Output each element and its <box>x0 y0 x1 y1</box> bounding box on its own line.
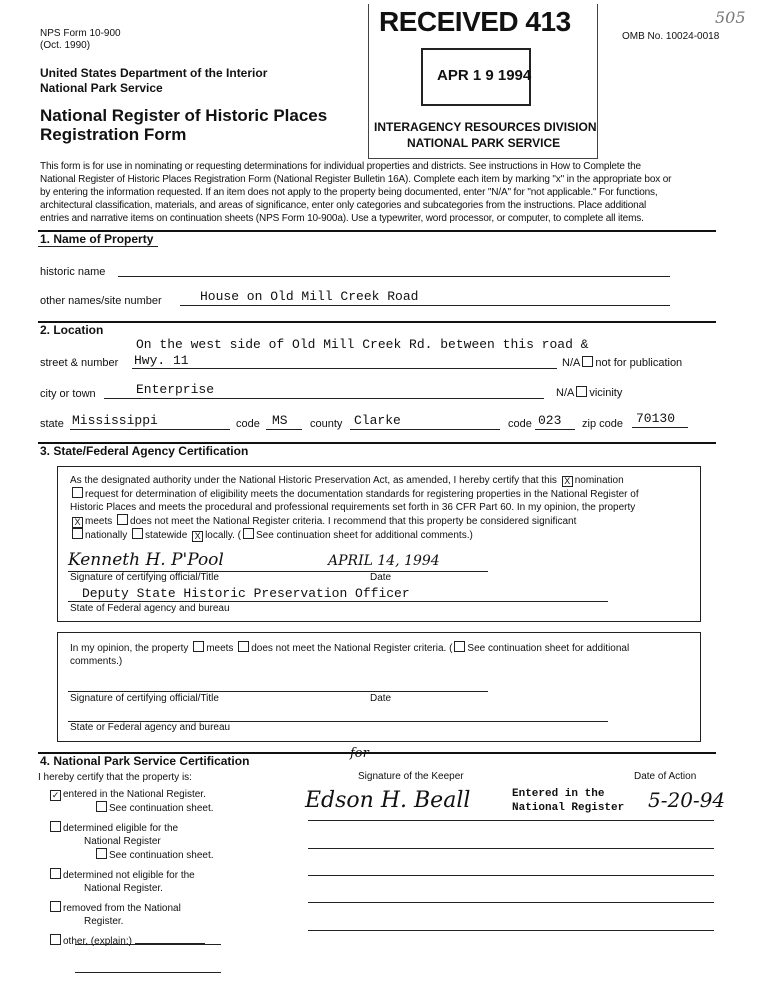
opinion-continuation-checkbox[interactable] <box>454 641 465 652</box>
does-not-meet-checkbox[interactable] <box>117 514 128 525</box>
state-label: state <box>40 418 64 430</box>
historic-name-label: historic name <box>40 266 106 278</box>
corner-mark: 505 <box>715 8 746 27</box>
county-code-value[interactable]: 023 <box>538 413 562 428</box>
continuation-checkbox[interactable] <box>243 528 254 539</box>
request-checkbox[interactable] <box>72 487 83 498</box>
certifying-date: APRIL 14, 1994 <box>328 553 440 569</box>
street-line-1[interactable]: On the west side of Old Mill Creek Rd. between this road & <box>136 337 589 352</box>
form-date: (Oct. 1990) <box>40 40 91 51</box>
for-mark: for <box>350 746 369 761</box>
state-value[interactable]: Mississippi <box>72 413 158 428</box>
state-certification-box <box>57 466 701 622</box>
stamp-date: APR 1 9 1994 <box>437 67 532 84</box>
received-stamp <box>368 4 598 159</box>
section-1-title: 1. Name of Property <box>40 232 154 246</box>
nationally-checkbox[interactable] <box>72 528 83 539</box>
historic-name-field[interactable] <box>118 276 670 277</box>
certify-text: I hereby certify that the property is: <box>38 772 192 783</box>
opinion-text: In my opinion, the property meets does not meet the National Register criteria. ( See continuation sheet for additional comments.) <box>70 643 630 667</box>
stamp-nps: NATIONAL PARK SERVICE <box>407 136 561 150</box>
street-label: street & number <box>40 357 119 369</box>
entered-stamp-1: Entered in the <box>512 788 605 800</box>
omb-number: OMB No. 10024-0018 <box>622 31 720 42</box>
keeper-label: Signature of the Keeper <box>358 771 464 782</box>
certifying-signature: Kenneth H. P'Pool <box>68 550 224 570</box>
other-checkbox[interactable] <box>50 934 61 945</box>
state-code-value[interactable]: MS <box>272 413 288 428</box>
action-date: 5-20-94 <box>648 788 726 812</box>
not-eligible-checkbox[interactable] <box>50 868 61 879</box>
city-value[interactable]: Enterprise <box>136 382 215 397</box>
eligible-continuation-checkbox[interactable] <box>96 848 107 859</box>
eligible-checkbox[interactable] <box>50 821 61 832</box>
keeper-signature: Edson H. Beall <box>305 788 471 813</box>
department: United States Department of the Interior <box>40 66 268 80</box>
removed-checkbox[interactable] <box>50 901 61 912</box>
form-title-2: Registration Form <box>40 125 187 144</box>
stamp-division: INTERAGENCY RESOURCES DIVISION <box>374 120 597 134</box>
opinion-meets-checkbox[interactable] <box>193 641 204 652</box>
street-line-2[interactable]: Hwy. 11 <box>134 353 189 368</box>
state-code-label: code <box>236 418 260 430</box>
agency-label-2: State or Federal agency and bureau <box>70 722 231 733</box>
meets-checkbox[interactable]: X <box>72 517 83 528</box>
county-value[interactable]: Clarke <box>354 413 401 428</box>
vicinity-checkbox[interactable] <box>576 386 587 397</box>
instructions: This form is for use in nominating or requesting determinations for individual properties and districts. See instructions in How to Complete the National Register of Historic Places Registration Form (National Register Bulletin 16A). Complete each item by marking "x" in the appropriate box or by entering the information requested. If an item does not apply to the property being documented, enter "N/A" for "not applicable." For functions, architectural classification, materials, and areas of significance, enter only categories and subcategories from the instructions. Place additional entries and narrative items on continuation sheets (NPS Form 10-900a). Use a typewriter, word processor, or computer, to complete all items. <box>40 161 672 224</box>
service: National Park Service <box>40 81 163 95</box>
other-names-label: other names/site number <box>40 295 162 307</box>
agency-value[interactable]: Deputy State Historic Preservation Officer <box>82 586 410 601</box>
city-label: city or town <box>40 388 96 400</box>
statewide-checkbox[interactable] <box>132 528 143 539</box>
zip-value[interactable]: 70130 <box>636 411 676 426</box>
entered-checkbox[interactable]: ✓ <box>51 790 60 800</box>
section-3-title: 3. State/Federal Agency Certification <box>40 444 249 458</box>
agency-label: State of Federal agency and bureau <box>70 603 230 614</box>
opinion-box <box>57 632 701 742</box>
stamp-received: RECEIVED 413 <box>379 6 571 37</box>
nomination-checkbox[interactable]: X <box>562 476 573 487</box>
not-for-publication: N/A not for publication <box>562 357 683 369</box>
section-4-title: 4. National Park Service Certification <box>40 754 250 768</box>
date-label: Date <box>370 572 392 583</box>
county-code-label: code <box>508 418 532 430</box>
signature-label: Signature of certifying official/Title <box>70 572 219 583</box>
action-date-label: Date of Action <box>634 771 697 782</box>
certification-text: As the designated authority under the National Historic Preservation Act, as amended, I hereby certify that this X nomination request for determination of eligibility meets the documentation standards for registering properties in the National Register of Historic Places and meets the procedural and professional requirements set forth in 36 CFR Part 60. In my opinion, the property X meets does not meet the National Register criteria. I recommend that this property be considered significant nationally statewide X locally. ( See continuation sheet for additional comments.) <box>70 475 639 541</box>
vicinity: N/A vicinity <box>556 387 623 399</box>
form-title-1: National Register of Historic Places <box>40 106 328 125</box>
signature-label-2: Signature of certifying official/Title <box>70 693 219 704</box>
county-label: county <box>310 418 343 430</box>
entered-continuation-checkbox[interactable] <box>96 801 107 812</box>
form-number: NPS Form 10-900 <box>40 28 121 39</box>
opinion-not-meet-checkbox[interactable] <box>238 641 249 652</box>
nfp-checkbox[interactable] <box>582 356 593 367</box>
zip-label: zip code <box>582 418 623 430</box>
locally-checkbox[interactable]: X <box>192 531 203 542</box>
date-label-2: Date <box>370 693 392 704</box>
nps-status-list: ✓ entered in the National Register. See continuation sheet. determined eligible for the National Register See continuation sheet. determined not eligible for the National Register. removed from the National Register. other, (explain:) <box>51 789 214 947</box>
section-2-title: 2. Location <box>40 323 104 337</box>
entered-stamp-2: National Register <box>512 802 625 814</box>
other-names-value[interactable]: House on Old Mill Creek Road <box>200 289 419 304</box>
